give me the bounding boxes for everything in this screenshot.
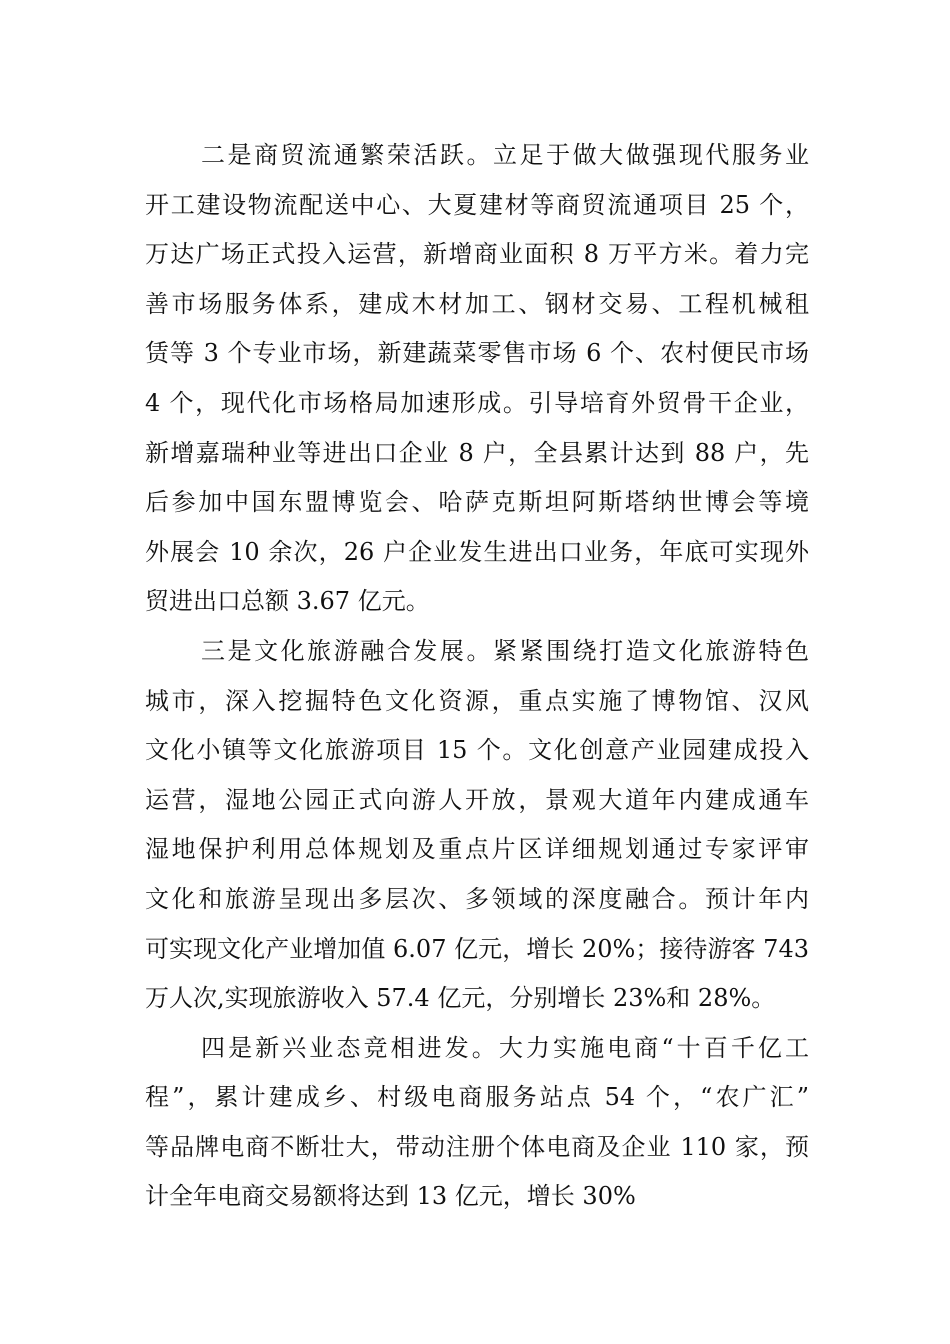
text-line: 新增嘉瑞种业等进出口企业 8 户，全县累计达到 88 户，先 (145, 438, 809, 467)
text-line: 四是新兴业态竞相进发。大力实施电商“十百千亿工 (201, 1033, 809, 1062)
text-line: 善市场服务体系，建成木材加工、钢材交易、工程机械租 (145, 289, 809, 318)
text-line: 贸进出口总额 3.67 亿元。 (145, 587, 430, 616)
text-line: 万达广场正式投入运营，新增商业面积 8 万平方米。着力完 (145, 240, 809, 269)
text-line: 城市，深入挖掘特色文化资源，重点实施了博物馆、汉风 (145, 686, 809, 715)
text-line: 等品牌电商不断壮大，带动注册个体电商及企业 110 家，预 (145, 1132, 809, 1161)
text-line: 湿地保护利用总体规划及重点片区详细规划通过专家评审 (145, 835, 809, 864)
text-line: 计全年电商交易额将达到 13 亿元，增长 30% (145, 1182, 636, 1211)
text-line: 万人次,实现旅游收入 57.4 亿元，分别增长 23%和 28%。 (145, 984, 776, 1013)
text-line: 外展会 10 余次，26 户企业发生进出口业务，年底可实现外 (145, 537, 809, 566)
text-line: 赁等 3 个专业市场，新建蔬菜零售市场 6 个、农村便民市场 (145, 339, 809, 368)
text-line: 二是商贸流通繁荣活跃。立足于做大做强现代服务业 (201, 141, 809, 169)
paragraph-culture-tourism (145, 627, 809, 1024)
text-line: 可实现文化产业增加值 6.07 亿元，增长 20%；接待游客 743 (145, 934, 809, 963)
text-line: 文化和旅游呈现出多层次、多领域的深度融合。预计年内 (145, 884, 809, 913)
text-line: 开工建设物流配送中心、大夏建材等商贸流通项目 25 个， (145, 190, 809, 219)
text-line: 程”，累计建成乡、村级电商服务站点 54 个，“农广汇” (145, 1083, 809, 1112)
text-line: 4 个，现代化市场格局加速形成。引导培育外贸骨干企业， (145, 388, 809, 417)
text-line: 文化小镇等文化旅游项目 15 个。文化创意产业园建成投入 (145, 736, 809, 765)
paragraph-commerce (145, 131, 809, 627)
text-line: 后参加中国东盟博览会、哈萨克斯坦阿斯塔纳世博会等境 (145, 488, 809, 517)
text-line: 三是文化旅游融合发展。紧紧围绕打造文化旅游特色 (201, 636, 809, 665)
body-text (145, 131, 809, 1222)
paragraph-new-business (145, 1024, 809, 1222)
text-line: 运营，湿地公园正式向游人开放，景观大道年内建成通车 (145, 785, 809, 814)
